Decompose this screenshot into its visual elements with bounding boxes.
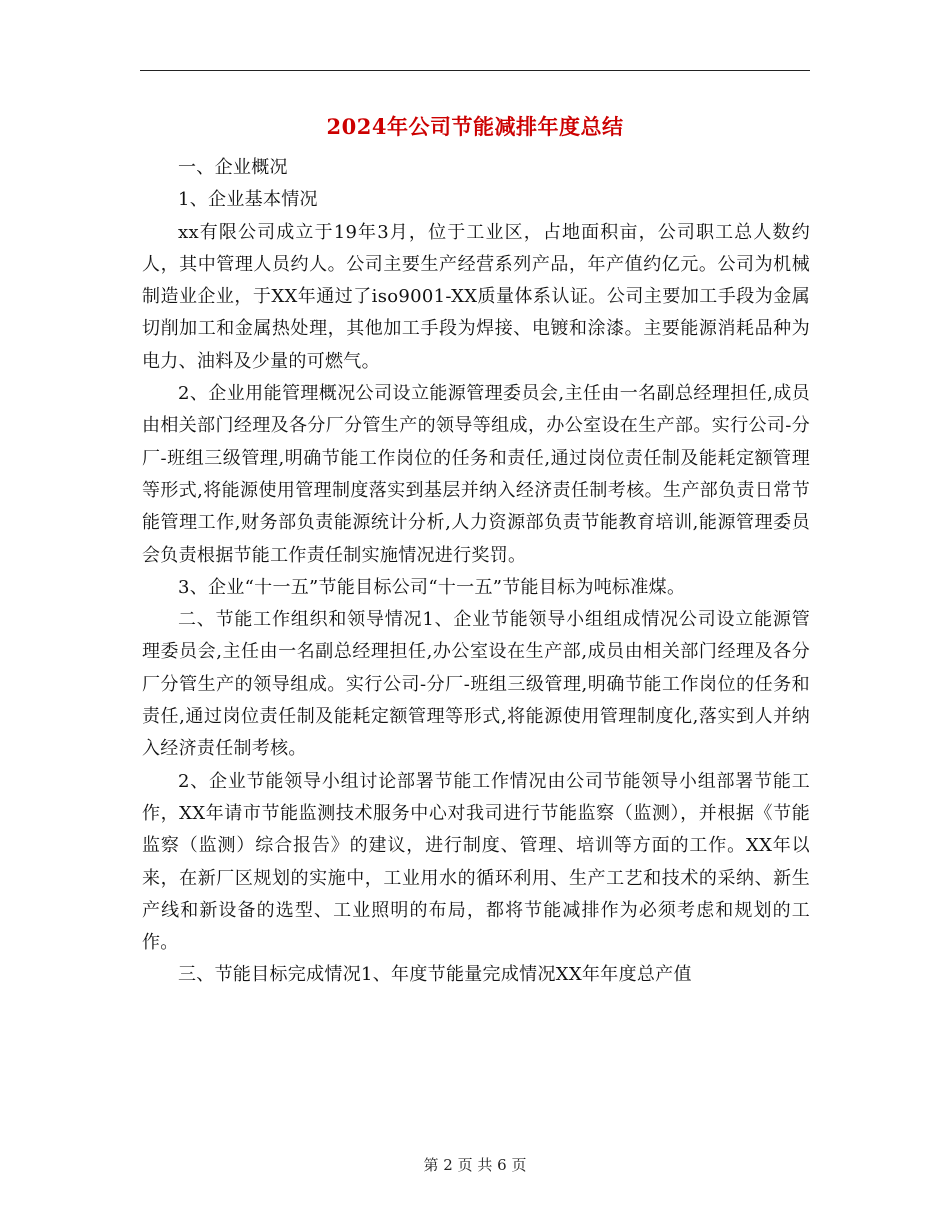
- paragraph-leadership-deployment: 2、企业节能领导小组讨论部署节能工作情况由公司节能领导小组部署节能工作，XX年请市节能监测技术服务中心对我司进行节能监察（监测），并根据《节能监察（监测）综合报告》的建议，进行制度、管理、培训等方面的工作。XX年以来，在新厂区规划的实施中，工业用水的循环利用、生产工艺和技术的采纳、新生产线和新设备的选型、工业照明的布局，都将节能减排作为必须考虑和规划的工作。: [142, 770, 810, 954]
- page-footer: [0, 1154, 950, 1176]
- page-number: 第 2 页 共 6 页: [423, 1156, 527, 1174]
- subsection-heading-basic-info: 1、企业基本情况: [178, 189, 318, 211]
- paragraph-energy-target: 3、企业“十一五”节能目标公司“十一五”节能目标为吨标准煤。: [178, 576, 686, 598]
- document-title: 2024年公司节能减排年度总结: [326, 114, 624, 139]
- header-rule: [140, 70, 810, 71]
- paragraph-organization-leadership: 二、节能工作组织和领导情况1、企业节能领导小组组成情况公司设立能源管理委员会,主任由一名副总经理担任,办公室设在生产部,成员由相关部门经理及各分厂分管生产的领导组成。实行公司-分厂-班组三级管理,明确节能工作岗位的任务和责任,通过岗位责任制及能耗定额管理等形式,将能源使用管理制度化,落实到人并纳入经济责任制考核。: [142, 609, 810, 760]
- paragraph-company-profile: xx有限公司成立于19年3月，位于工业区，占地面积亩，公司职工总人数约人，其中管理人员约人。公司主要生产经营系列产品，年产值约亿元。公司为机械制造业企业，于XX年通过了iso9001-XX质量体系认证。公司主要加工手段为金属切削加工和金属热处理，其他加工手段为焊接、电镀和涂漆。主要能源消耗品种为电力、油料及少量的可燃气。: [142, 221, 810, 372]
- document-body: [142, 152, 810, 992]
- paragraph-energy-management: 2、企业用能管理概况公司设立能源管理委员会,主任由一名副总经理担任,成员由相关部门经理及各分厂分管生产的领导等组成，办公室设在生产部。实行公司-分厂-班组三级管理,明确节能工作岗位的任务和责任,通过岗位责任制及能耗定额管理等形式,将能源使用管理制度落实到基层并纳入经济责任制考核。生产部负责日常节能管理工作,财务部负责能源统计分析,人力资源部负责节能教育培训,能源管理委员会负责根据节能工作责任制实施情况进行奖罚。: [142, 383, 810, 566]
- paragraph-target-completion: 三、节能目标完成情况1、年度节能量完成情况XX年年度总产值: [178, 964, 692, 986]
- section-heading-overview: 一、企业概况: [178, 157, 288, 178]
